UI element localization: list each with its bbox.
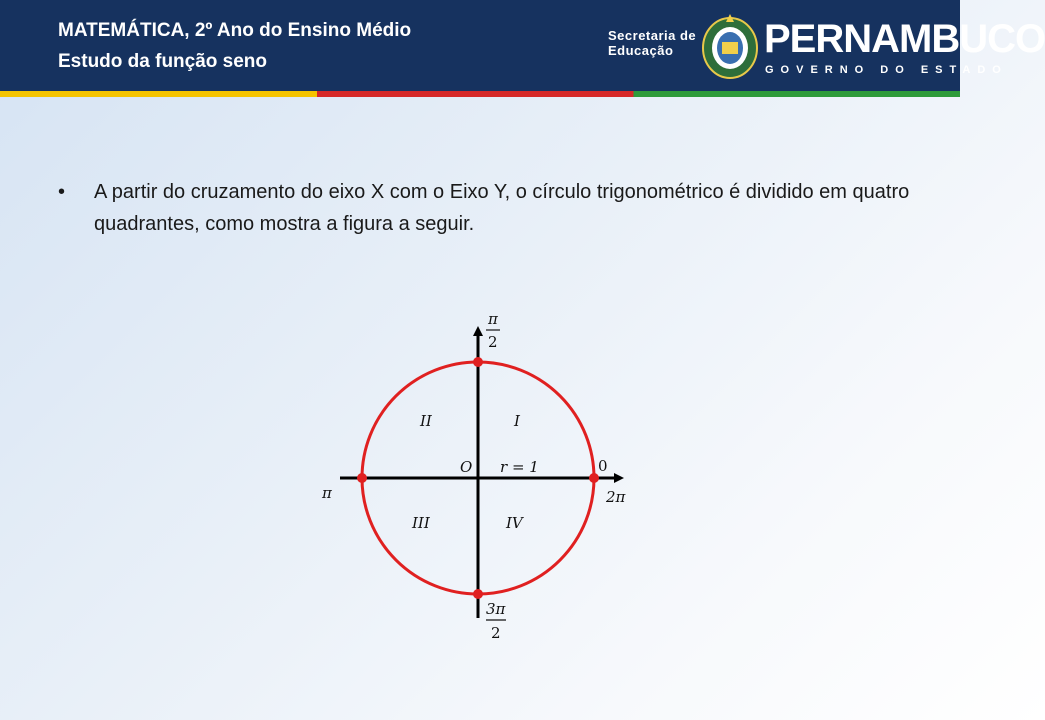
flag-stripe: [0, 91, 960, 97]
quadrant-3-label: III: [412, 514, 430, 532]
lesson-title: Estudo da função seno: [58, 51, 268, 72]
point-top: [473, 357, 483, 367]
label-origin: O: [460, 458, 473, 476]
bullet-text: A partir do cruzamento do eixo X com o Eixo Y, o círculo trigonométrico é dividido em quatro quadrantes, como mostra a figura a seguir.: [94, 181, 910, 235]
point-left: [357, 473, 367, 483]
state-seal-icon: [700, 12, 760, 80]
secretaria-label: Secretaria de Educação: [608, 28, 697, 58]
label-right-bottom: 2π: [606, 488, 626, 506]
point-bottom: [473, 589, 483, 599]
brand-wordmark: PERNAMBUCO: [764, 17, 1045, 61]
label-right-top: 0: [598, 457, 608, 475]
quadrant-1-label: I: [514, 412, 520, 430]
brand-subtitle: GOVERNO DO ESTADO: [765, 64, 1008, 76]
label-top-denominator: 2: [488, 333, 498, 351]
label-radius: r = 1: [500, 458, 539, 476]
trig-circle-diagram: [300, 300, 660, 660]
quadrant-2-label: II: [420, 412, 432, 430]
label-top-numerator: π: [488, 310, 498, 328]
label-left: π: [322, 484, 332, 502]
header-bar: [0, 0, 1045, 91]
quadrant-4-label: IV: [506, 514, 523, 532]
course-title: MATEMÁTICA, 2º Ano do Ensino Médio: [58, 20, 412, 41]
label-bottom-numerator: 3π: [486, 600, 506, 618]
label-bottom-denominator: 2: [491, 624, 501, 642]
bullet-dot-icon: •: [58, 181, 66, 203]
